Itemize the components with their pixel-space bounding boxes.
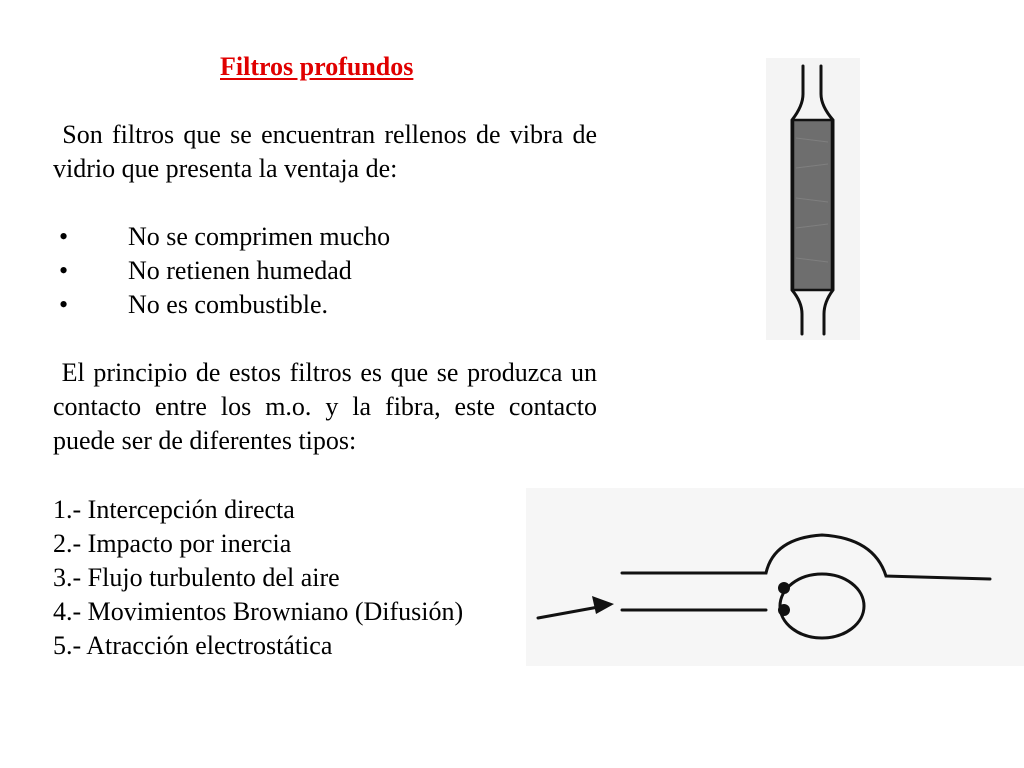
list-item: 3.- Flujo turbulento del aire bbox=[53, 563, 340, 592]
list-item bbox=[53, 254, 390, 288]
particle bbox=[778, 604, 790, 616]
bullet-icon: • bbox=[59, 256, 69, 285]
contact-types-list bbox=[53, 493, 463, 663]
glass-fiber-packing bbox=[793, 120, 832, 290]
list-item bbox=[53, 288, 390, 322]
advantages-list bbox=[53, 220, 390, 322]
bullet-icon: • bbox=[59, 290, 69, 319]
principle-paragraph: El principio de estos filtros es que se produzca un contacto entre los m.o. y la fibra, este contacto puede ser de diferentes tipos: bbox=[53, 358, 597, 455]
list-item: 5.- Atracción electrostática bbox=[53, 631, 333, 660]
list-item-label: No es combustible. bbox=[128, 290, 329, 319]
bullet-icon: • bbox=[59, 222, 69, 251]
page-title: Filtros profundos bbox=[220, 52, 414, 81]
list-item bbox=[53, 220, 390, 254]
list-item: 4.- Movimientos Browniano (Difusión) bbox=[53, 597, 464, 626]
list-item: 2.- Impacto por inercia bbox=[53, 529, 292, 558]
particle bbox=[778, 582, 790, 594]
list-item-label: No se comprimen mucho bbox=[128, 222, 391, 251]
list-item-label: No retienen humedad bbox=[128, 256, 352, 285]
intro-paragraph: Son filtros que se encuentran rellenos de vibra de vidrio que presenta la ventaja de: bbox=[53, 120, 597, 183]
filter-tube-illustration bbox=[766, 58, 860, 340]
interception-diagram bbox=[526, 488, 1024, 666]
list-item: 1.- Intercepción directa bbox=[53, 495, 295, 524]
